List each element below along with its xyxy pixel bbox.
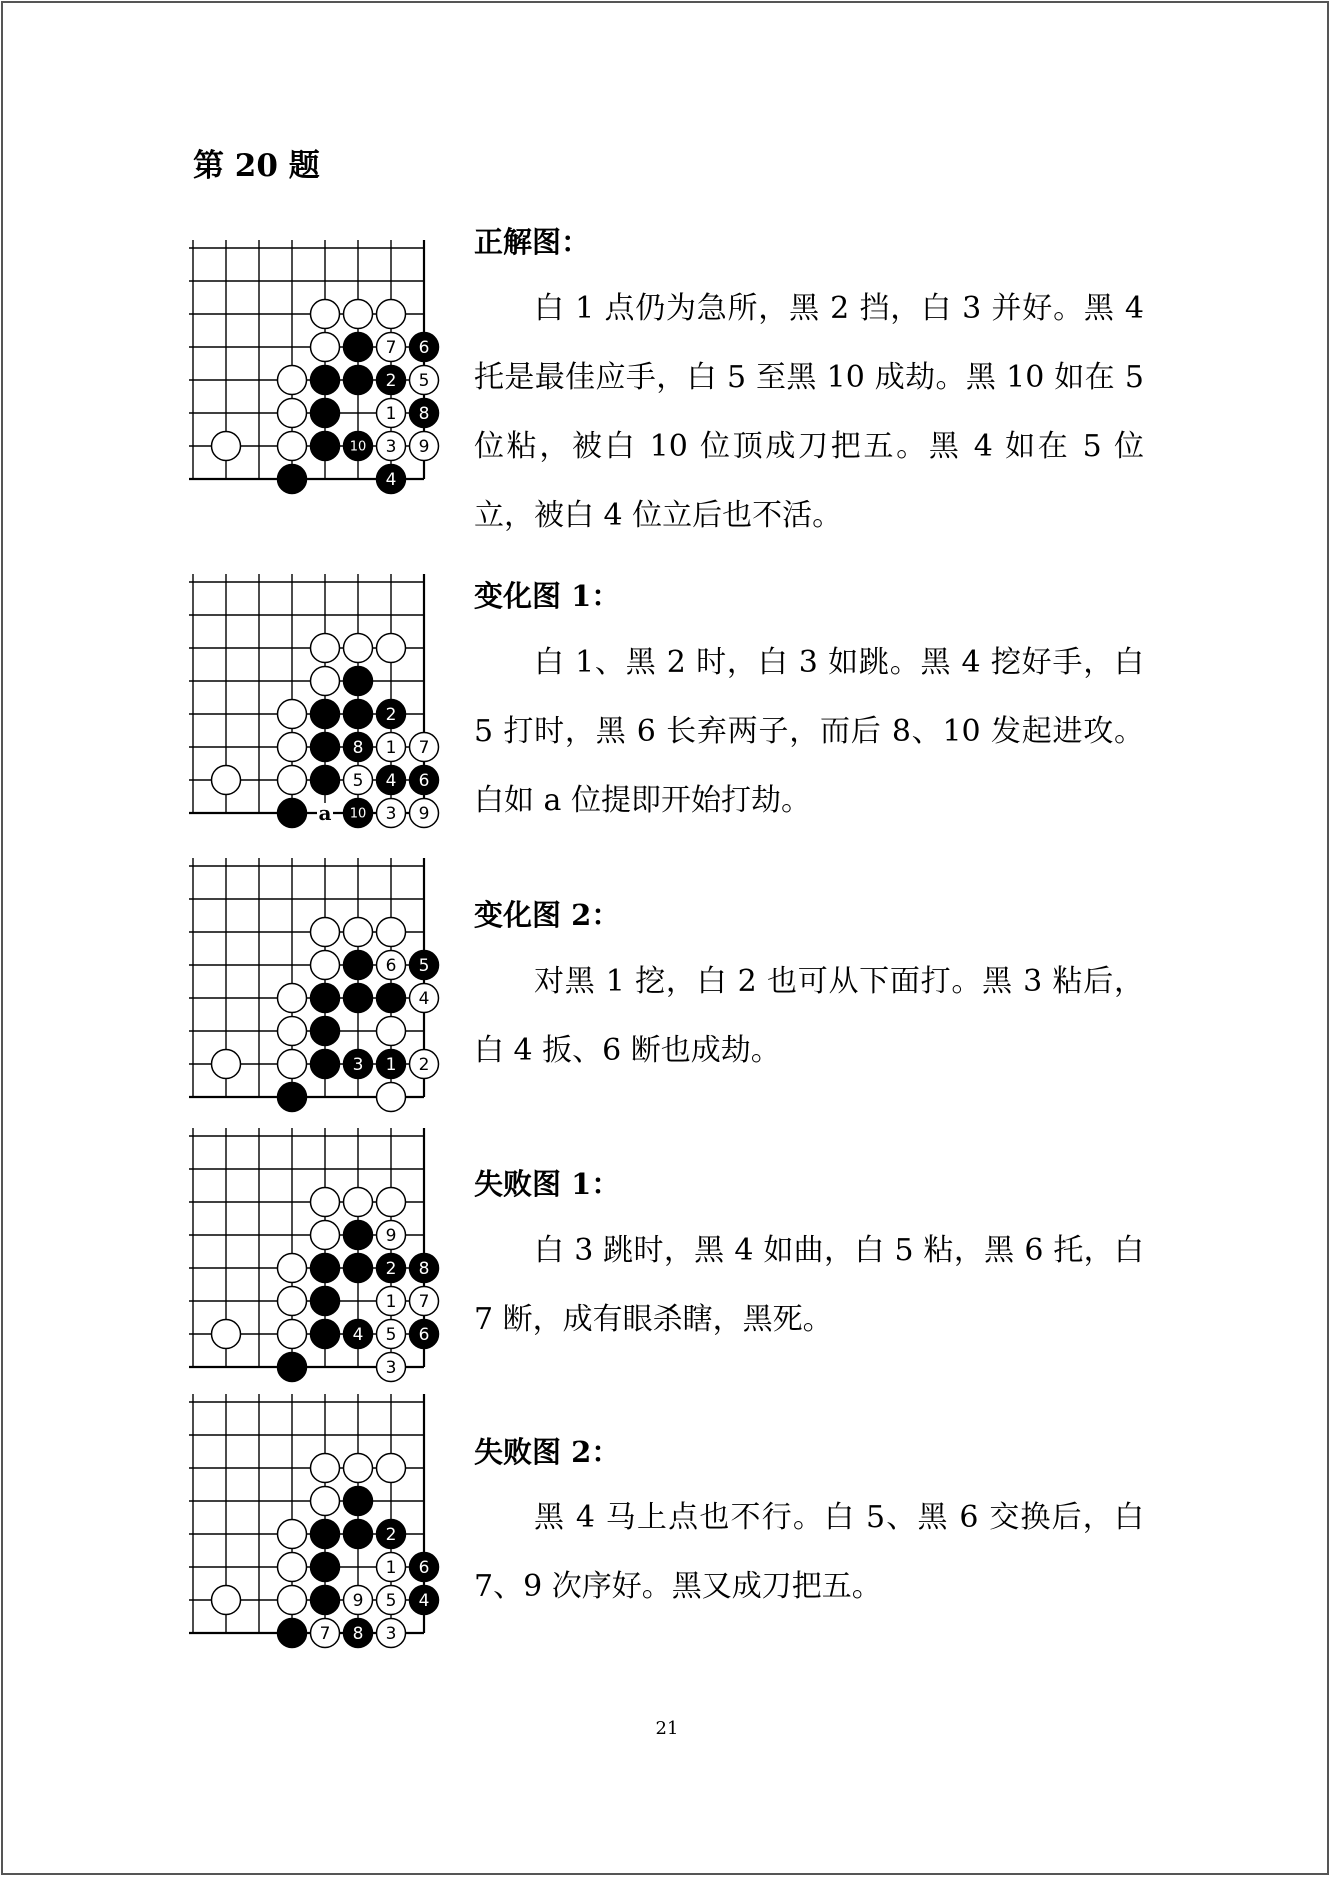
white-stone [278, 432, 307, 461]
stone-number: 4 [418, 1591, 430, 1612]
black-stone [311, 700, 340, 729]
section-text-variation-2: 对黑 1 挖，白 2 也可从下面打。黑 3 粘后，白 4 扳、6 断也成劫。 [474, 964, 1144, 1068]
stone-number: 7 [418, 1292, 430, 1313]
stone-number: 5 [352, 771, 364, 792]
black-stone [311, 733, 340, 762]
white-stone [311, 951, 340, 980]
black-stone [311, 1320, 340, 1349]
stone-number: 3 [385, 804, 397, 825]
stone-number: 2 [385, 1259, 397, 1280]
stone-number: 2 [385, 1525, 397, 1546]
stone-number: 2 [385, 371, 397, 392]
white-stone [377, 918, 406, 947]
white-stone [278, 1254, 307, 1283]
white-stone [311, 333, 340, 362]
stone-number: 5 [418, 371, 430, 392]
white-stone [344, 300, 373, 329]
stone-number: 6 [418, 1325, 430, 1346]
section-text-failure-1: 白 3 跳时，黑 4 如曲，白 5 粘，黑 6 托，白 7 断，成有眼杀瞎，黑死。 [474, 1233, 1144, 1337]
section-heading-variation-1: 变化图 1： [474, 579, 621, 613]
white-stone [278, 1520, 307, 1549]
stone-number: 8 [352, 738, 364, 759]
stone-number: 1 [385, 738, 397, 759]
black-stone [344, 1254, 373, 1283]
black-stone [344, 366, 373, 395]
stone-number: 5 [385, 1591, 397, 1612]
go-diagram-variation-1 [193, 574, 453, 836]
stone-number: 4 [385, 771, 397, 792]
black-stone [344, 667, 373, 696]
black-stone [311, 366, 340, 395]
stone-number: 8 [418, 1259, 430, 1280]
black-stone [278, 1083, 307, 1112]
stone-number: 2 [418, 1055, 430, 1076]
black-stone [278, 1619, 307, 1648]
white-stone [278, 1320, 307, 1349]
go-diagram-correct [193, 240, 453, 502]
stone-number: 4 [352, 1325, 364, 1346]
section-text-variation-1: 白 1、黑 2 时，白 3 如跳。黑 4 挖好手，白 5 打时，黑 6 长弃两子，而后 8、10 发起进攻。白如 a 位提即开始打劫。 [474, 645, 1144, 818]
stone-number: 5 [385, 1325, 397, 1346]
white-stone [278, 766, 307, 795]
white-stone [377, 634, 406, 663]
black-stone [311, 1254, 340, 1283]
go-diagram-failure-1 [193, 1128, 453, 1390]
white-stone [278, 366, 307, 395]
problem-title: 第 20 题 [193, 148, 320, 184]
white-stone [344, 918, 373, 947]
white-stone [311, 1454, 340, 1483]
stone-number: 1 [385, 1292, 397, 1313]
white-stone [311, 300, 340, 329]
stone-number: 6 [418, 1558, 430, 1579]
go-board-svg [193, 1128, 453, 1390]
go-board-svg [193, 574, 453, 836]
black-stone [278, 1353, 307, 1382]
white-stone [278, 1586, 307, 1615]
stone-number: 8 [418, 404, 430, 425]
white-stone [212, 1320, 241, 1349]
stone-number: 3 [352, 1055, 364, 1076]
black-stone [344, 984, 373, 1013]
white-stone [278, 984, 307, 1013]
stone-number: 5 [418, 956, 430, 977]
section-heading-correct: 正解图： [474, 225, 591, 259]
stone-number: 4 [385, 470, 397, 491]
section-text-correct: 白 1 点仍为急所，黑 2 挡，白 3 并好。黑 4 托是最佳应手，白 5 至黑 10 成劫。黑 10 如在 5 位粘，被白 10 位顶成刀把五。黑 4 如在 5 位立，被白 4 位立后也不活。 [474, 291, 1144, 533]
white-stone [311, 1487, 340, 1516]
black-stone [344, 951, 373, 980]
white-stone [278, 1050, 307, 1079]
white-stone [311, 1221, 340, 1250]
board-marker-label: a [318, 801, 332, 825]
black-stone [311, 984, 340, 1013]
white-stone [377, 1017, 406, 1046]
white-stone [278, 733, 307, 762]
white-stone [377, 1454, 406, 1483]
black-stone [311, 766, 340, 795]
black-stone [344, 333, 373, 362]
white-stone [278, 700, 307, 729]
black-stone [311, 1520, 340, 1549]
white-stone [311, 634, 340, 663]
stone-number: 9 [352, 1591, 364, 1612]
stone-number: 6 [385, 956, 397, 977]
stone-number: 6 [418, 771, 430, 792]
black-stone [344, 1487, 373, 1516]
white-stone [278, 1287, 307, 1316]
go-board-svg [193, 1394, 453, 1656]
black-stone [278, 799, 307, 828]
go-diagram-variation-2 [193, 858, 453, 1120]
white-stone [377, 1188, 406, 1217]
white-stone [377, 300, 406, 329]
section-heading-failure-2: 失败图 2： [474, 1435, 621, 1469]
white-stone [212, 432, 241, 461]
black-stone [344, 1520, 373, 1549]
stone-number: 2 [385, 705, 397, 726]
white-stone [212, 1586, 241, 1615]
stone-number: 9 [418, 804, 430, 825]
white-stone [377, 1083, 406, 1112]
stone-number: 7 [385, 338, 397, 359]
black-stone [311, 1287, 340, 1316]
stone-number: 8 [352, 1624, 364, 1645]
white-stone [212, 1050, 241, 1079]
stone-number: 9 [418, 437, 430, 458]
black-stone [311, 399, 340, 428]
stone-number: 10 [349, 806, 367, 822]
stone-number: 3 [385, 437, 397, 458]
white-stone [311, 918, 340, 947]
black-stone [311, 1553, 340, 1582]
black-stone [311, 1586, 340, 1615]
white-stone [344, 1188, 373, 1217]
stone-number: 1 [385, 1055, 397, 1076]
white-stone [311, 667, 340, 696]
stone-number: 6 [418, 338, 430, 359]
black-stone [344, 1221, 373, 1250]
stone-number: 10 [349, 439, 367, 455]
black-stone [344, 700, 373, 729]
white-stone [212, 766, 241, 795]
white-stone [278, 399, 307, 428]
section-heading-failure-1: 失败图 1： [474, 1167, 621, 1201]
go-board-svg [193, 240, 453, 502]
section-text-failure-2: 黑 4 马上点也不行。白 5、黑 6 交换后，白 7、9 次序好。黑又成刀把五。 [474, 1500, 1144, 1604]
stone-number: 3 [385, 1624, 397, 1645]
white-stone [278, 1553, 307, 1582]
stone-number: 3 [385, 1358, 397, 1379]
go-diagram-failure-2 [193, 1394, 453, 1656]
page-number: 21 [655, 1718, 679, 1739]
black-stone [311, 1017, 340, 1046]
white-stone [278, 1017, 307, 1046]
black-stone [377, 984, 406, 1013]
go-board-svg [193, 858, 453, 1120]
white-stone [344, 634, 373, 663]
black-stone [311, 1050, 340, 1079]
black-stone [278, 465, 307, 494]
stone-number: 7 [418, 738, 430, 759]
stone-number: 1 [385, 404, 397, 425]
stone-number: 4 [418, 989, 430, 1010]
white-stone [311, 1188, 340, 1217]
stone-number: 9 [385, 1226, 397, 1247]
section-heading-variation-2: 变化图 2： [474, 898, 621, 932]
stone-number: 1 [385, 1558, 397, 1579]
stone-number: 7 [319, 1624, 331, 1645]
black-stone [311, 432, 340, 461]
white-stone [344, 1454, 373, 1483]
